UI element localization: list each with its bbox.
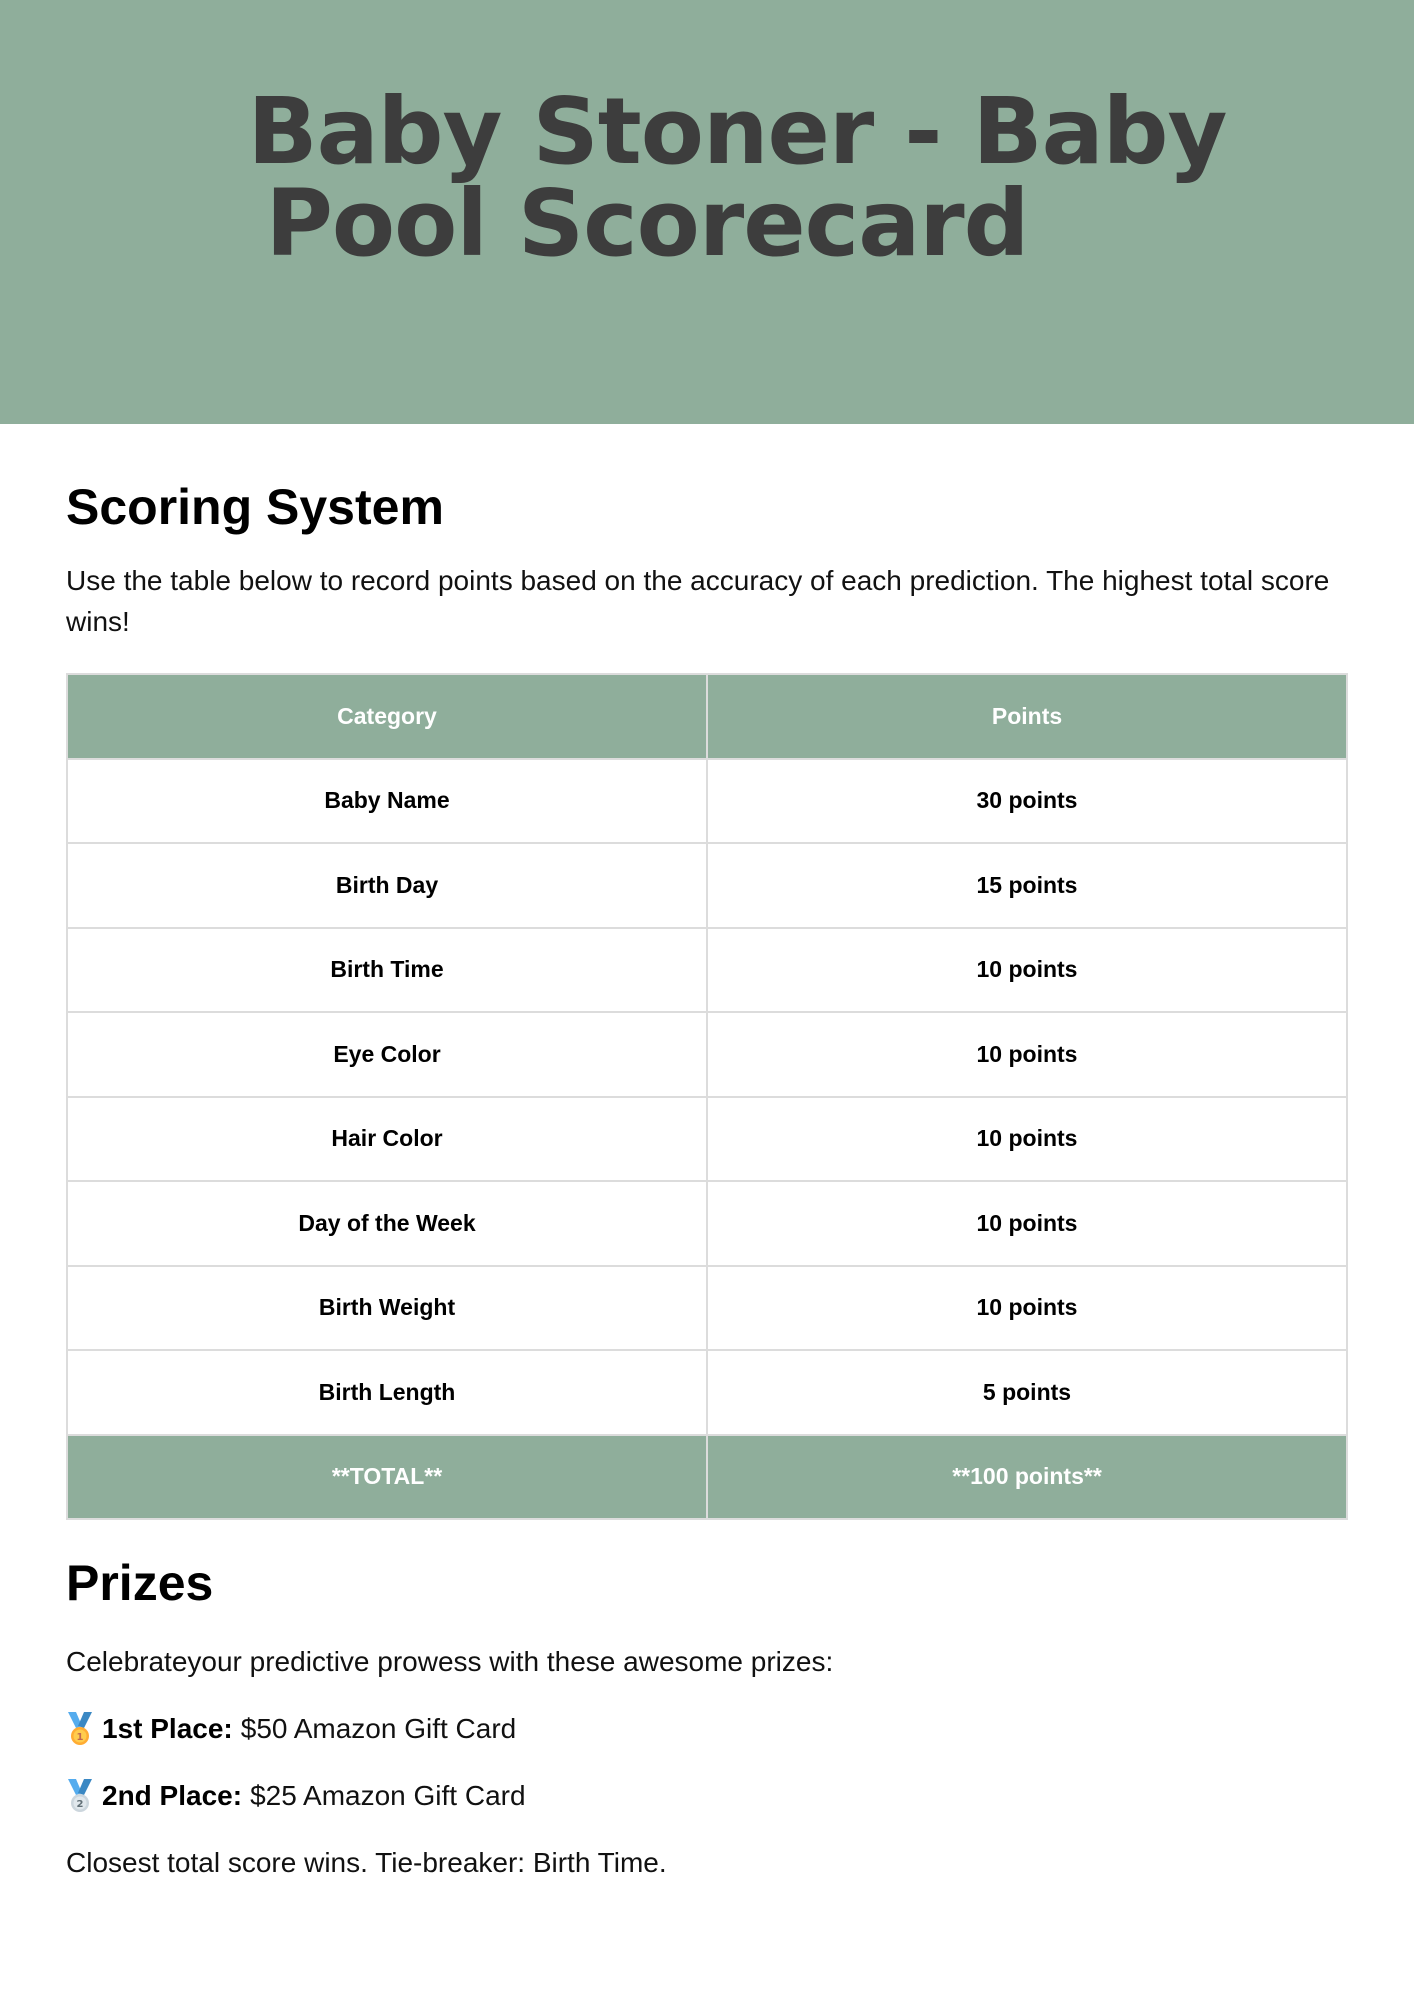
prize-value: $50 Amazon Gift Card bbox=[240, 1713, 517, 1744]
points-cell: 10 points bbox=[707, 928, 1347, 1013]
scoring-table bbox=[66, 673, 1348, 1520]
prize-value: $25 Amazon Gift Card bbox=[250, 1780, 526, 1811]
table-total-row bbox=[67, 1435, 1347, 1520]
points-cell: 15 points bbox=[707, 843, 1347, 928]
table-row bbox=[67, 1097, 1347, 1182]
category-cell: Day of the Week bbox=[67, 1181, 707, 1266]
prizes-intro-text: Celebrateyour predictive prowess with these awesome prizes: bbox=[66, 1646, 834, 1677]
points-cell: 10 points bbox=[707, 1012, 1347, 1097]
category-cell: Birth Day bbox=[67, 843, 707, 928]
points-cell: 10 points bbox=[707, 1097, 1347, 1182]
table-row bbox=[67, 1181, 1347, 1266]
category-cell: Eye Color bbox=[67, 1012, 707, 1097]
category-cell: Baby Name bbox=[67, 759, 707, 844]
table-row bbox=[67, 1266, 1347, 1351]
prize-label: 1st Place: bbox=[102, 1713, 233, 1744]
header-banner bbox=[0, 0, 1414, 424]
category-cell: Hair Color bbox=[67, 1097, 707, 1182]
tie-breaker-note: Closest total score wins. Tie-breaker: Birth Time. bbox=[66, 1847, 667, 1878]
prize-label: 2nd Place: bbox=[102, 1780, 243, 1811]
total-label-cell: **TOTAL** bbox=[67, 1435, 707, 1520]
column-header-category: Category bbox=[67, 674, 707, 759]
category-cell: Birth Length bbox=[67, 1350, 707, 1435]
points-cell: 5 points bbox=[707, 1350, 1347, 1435]
table-row bbox=[67, 843, 1347, 928]
page-title-line-1: Baby Stoner - Baby bbox=[247, 78, 1227, 185]
category-cell: Birth Weight bbox=[67, 1266, 707, 1351]
table-header-row bbox=[67, 674, 1347, 759]
points-cell: 10 points bbox=[707, 1266, 1347, 1351]
points-cell: 10 points bbox=[707, 1181, 1347, 1266]
prize-item-second-place bbox=[66, 1776, 526, 1816]
second-place-medal-icon bbox=[66, 1779, 94, 1813]
table-row bbox=[67, 759, 1347, 844]
page-title-line-2: Pool Scorecard bbox=[265, 170, 1029, 277]
table-row bbox=[67, 1350, 1347, 1435]
scoring-system-heading: Scoring System bbox=[66, 479, 444, 535]
column-header-points: Points bbox=[707, 674, 1347, 759]
svg-text:1: 1 bbox=[76, 1732, 84, 1743]
page-title bbox=[0, 78, 1414, 277]
prizes-heading: Prizes bbox=[66, 1555, 214, 1611]
points-cell: 30 points bbox=[707, 759, 1347, 844]
table-row bbox=[67, 928, 1347, 1013]
total-points-cell: **100 points** bbox=[707, 1435, 1347, 1520]
first-place-medal-icon bbox=[66, 1712, 94, 1746]
category-cell: Birth Time bbox=[67, 928, 707, 1013]
table-row bbox=[67, 1012, 1347, 1097]
scoring-intro-text: Use the table below to record points based on the accuracy of each prediction. The highest total score wins! bbox=[66, 565, 1330, 637]
prize-item-first-place bbox=[66, 1709, 516, 1749]
svg-text:2: 2 bbox=[76, 1799, 84, 1810]
